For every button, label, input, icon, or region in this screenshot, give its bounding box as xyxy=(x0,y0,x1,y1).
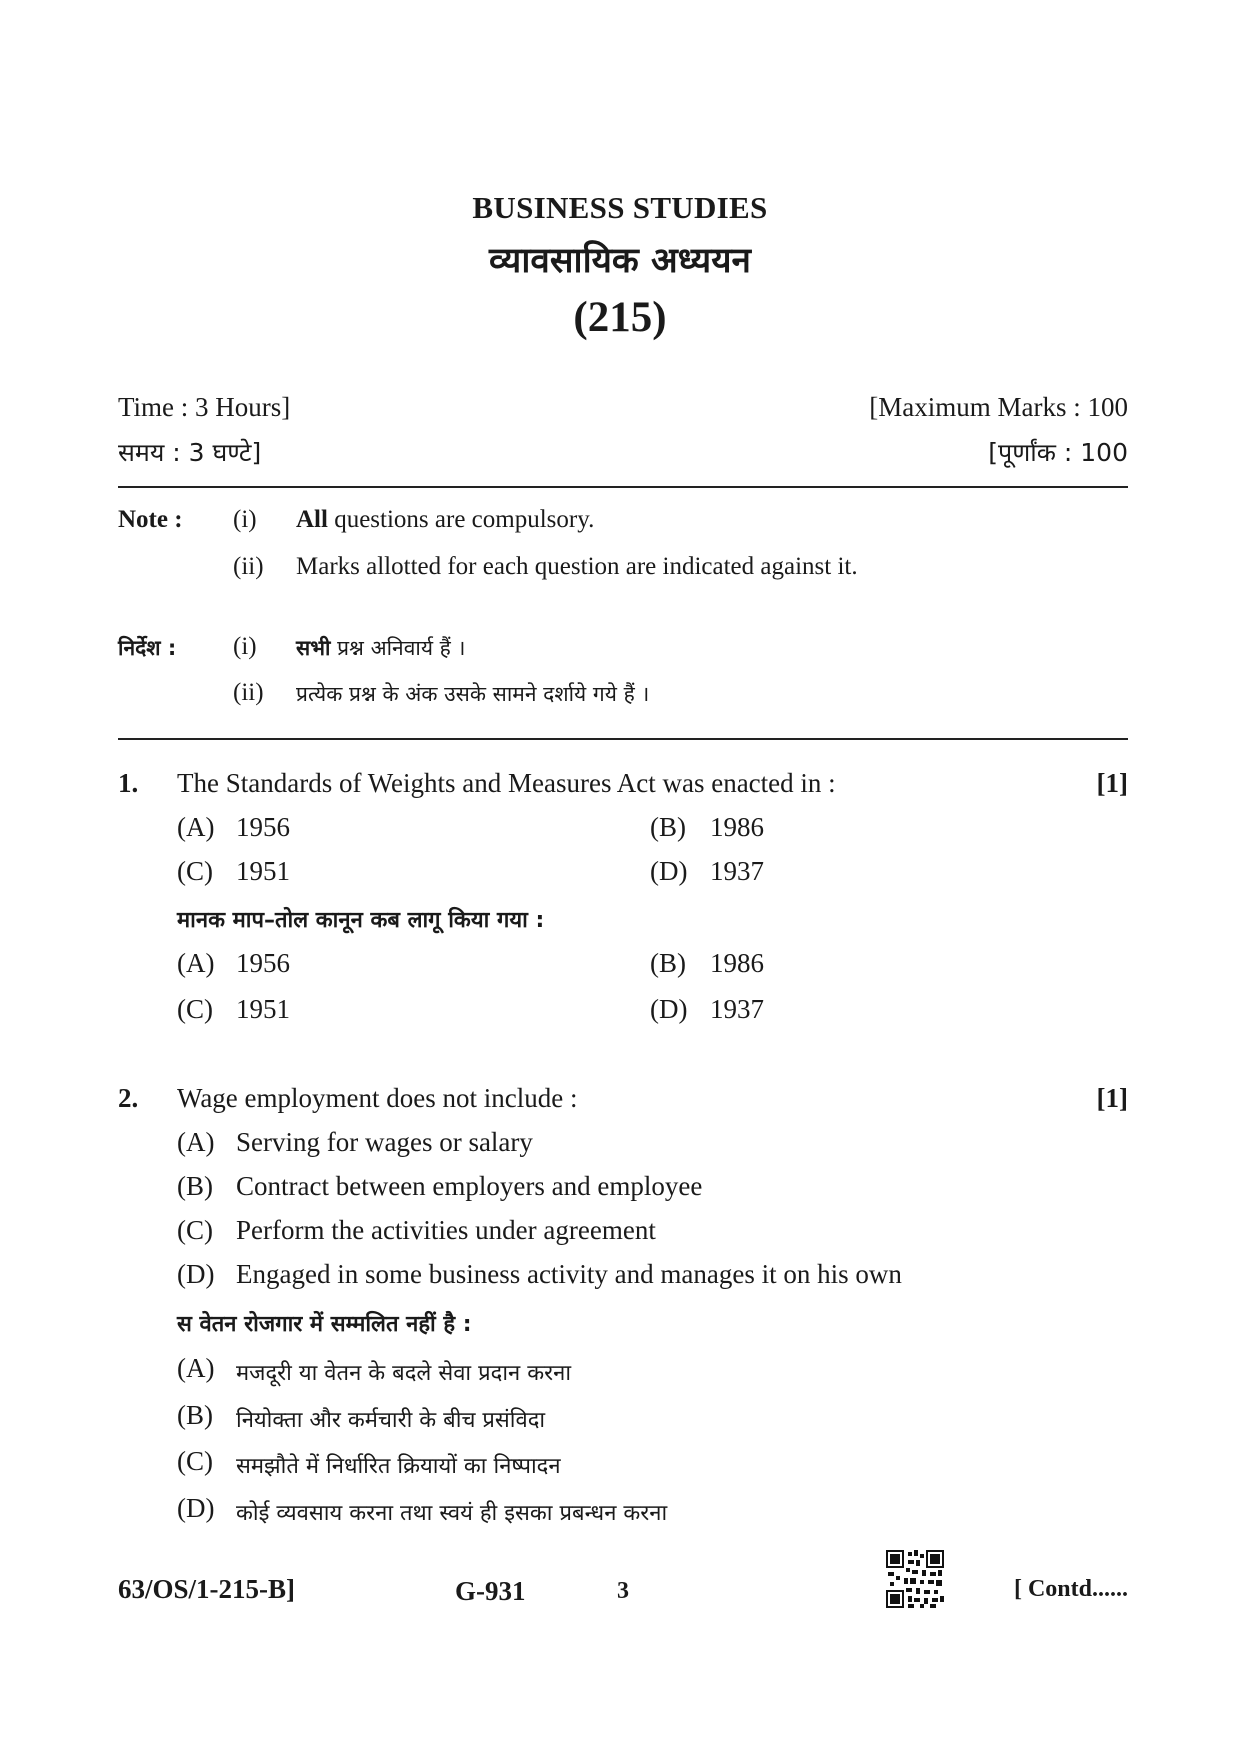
option-text-hindi: कोई व्यवसाय करना तथा स्वयं ही इसका प्रबन्धन करना xyxy=(236,1501,668,1526)
max-marks-hindi: [पूर्णांक : 100 xyxy=(988,438,1128,467)
option-text: 1937 xyxy=(710,994,764,1024)
question-marks: [1] xyxy=(1096,768,1128,798)
question-number: 2. xyxy=(118,1083,139,1113)
divider-top xyxy=(118,486,1128,488)
option-label: (D) xyxy=(177,1259,215,1289)
note-emphasis-hindi: सभी xyxy=(296,636,331,660)
paper-code: 63/OS/1-215-B] xyxy=(118,1574,296,1604)
time-hindi: समय : 3 घण्टे] xyxy=(118,438,262,467)
title-english: BUSINESS STUDIES xyxy=(472,190,768,225)
option-text: 1937 xyxy=(710,856,764,886)
option-label: (D) xyxy=(177,1493,215,1523)
option-label: (D) xyxy=(650,856,688,886)
option-text: 1951 xyxy=(236,994,290,1024)
qr-code-icon xyxy=(886,1550,944,1608)
note-label-hindi: निर्देश : xyxy=(118,636,177,660)
note-item-text xyxy=(296,506,594,534)
note-item-number: (i) xyxy=(233,633,257,660)
option-label: (B) xyxy=(650,812,686,842)
option-text-hindi: समझौते में निर्धारित क्रियायों का निष्पादन xyxy=(236,1454,561,1479)
note-item-body: questions are compulsory. xyxy=(334,506,595,533)
note-item-body-hindi: प्रश्न अनिवार्य हैं । xyxy=(337,636,466,660)
option-text: 1986 xyxy=(710,948,764,978)
option-label: (A) xyxy=(177,1353,215,1383)
note-item-text-hindi: प्रत्येक प्रश्न के अंक उसके सामने दर्शाये गये हैं । xyxy=(296,682,650,706)
note-item-text: Marks allotted for each question are indicated against it. xyxy=(296,553,858,580)
option-text: 1956 xyxy=(236,812,290,842)
option-label: (B) xyxy=(177,1171,213,1201)
option-text: Contract between employers and employee xyxy=(236,1171,703,1201)
note-item-number: (ii) xyxy=(233,679,264,706)
option-label: (C) xyxy=(177,994,213,1024)
option-text: Perform the activities under agreement xyxy=(236,1215,656,1245)
option-label: (C) xyxy=(177,856,213,886)
option-text: 1986 xyxy=(710,812,764,842)
continued-marker: [ Contd...... xyxy=(1013,1576,1128,1602)
option-text-hindi: नियोक्ता और कर्मचारी के बीच प्रसंविदा xyxy=(236,1408,546,1433)
option-text: Engaged in some business activity and manages it on his own xyxy=(236,1259,902,1289)
title-hindi: व्यावसायिक अध्ययन xyxy=(489,241,751,281)
note-emphasis: All xyxy=(296,506,328,533)
question-text: Wage employment does not include : xyxy=(177,1083,578,1113)
question-text-hindi: स वेतन रोजगार में सम्मलित नहीं है : xyxy=(177,1312,472,1337)
option-text-hindi: मजदूरी या वेतन के बदले सेवा प्रदान करना xyxy=(236,1361,572,1386)
option-label: (D) xyxy=(650,994,688,1024)
option-text: 1951 xyxy=(236,856,290,886)
time-english: Time : 3 Hours] xyxy=(118,392,291,422)
subject-code: (215) xyxy=(573,294,667,341)
question-text: The Standards of Weights and Measures Act was enacted in : xyxy=(177,768,836,798)
max-marks-english: [Maximum Marks : 100 xyxy=(869,392,1128,422)
note-item-text-hindi xyxy=(296,634,465,662)
question-number: 1. xyxy=(118,768,139,798)
option-text: Serving for wages or salary xyxy=(236,1127,533,1157)
divider-bottom xyxy=(118,738,1128,740)
question-marks: [1] xyxy=(1096,1083,1128,1113)
option-label: (B) xyxy=(177,1400,213,1430)
question-text-hindi: मानक माप–तोल कानून कब लागू किया गया : xyxy=(177,908,545,933)
option-label: (C) xyxy=(177,1446,213,1476)
option-text: 1956 xyxy=(236,948,290,978)
note-label: Note : xyxy=(118,506,183,533)
series-code: G-931 xyxy=(455,1576,526,1606)
note-item-number: (i) xyxy=(233,506,257,533)
note-item-number: (ii) xyxy=(233,553,264,580)
page-number: 3 xyxy=(617,1578,629,1604)
option-label: (B) xyxy=(650,948,686,978)
option-label: (A) xyxy=(177,812,215,842)
option-label: (A) xyxy=(177,948,215,978)
option-label: (C) xyxy=(177,1215,213,1245)
option-label: (A) xyxy=(177,1127,215,1157)
